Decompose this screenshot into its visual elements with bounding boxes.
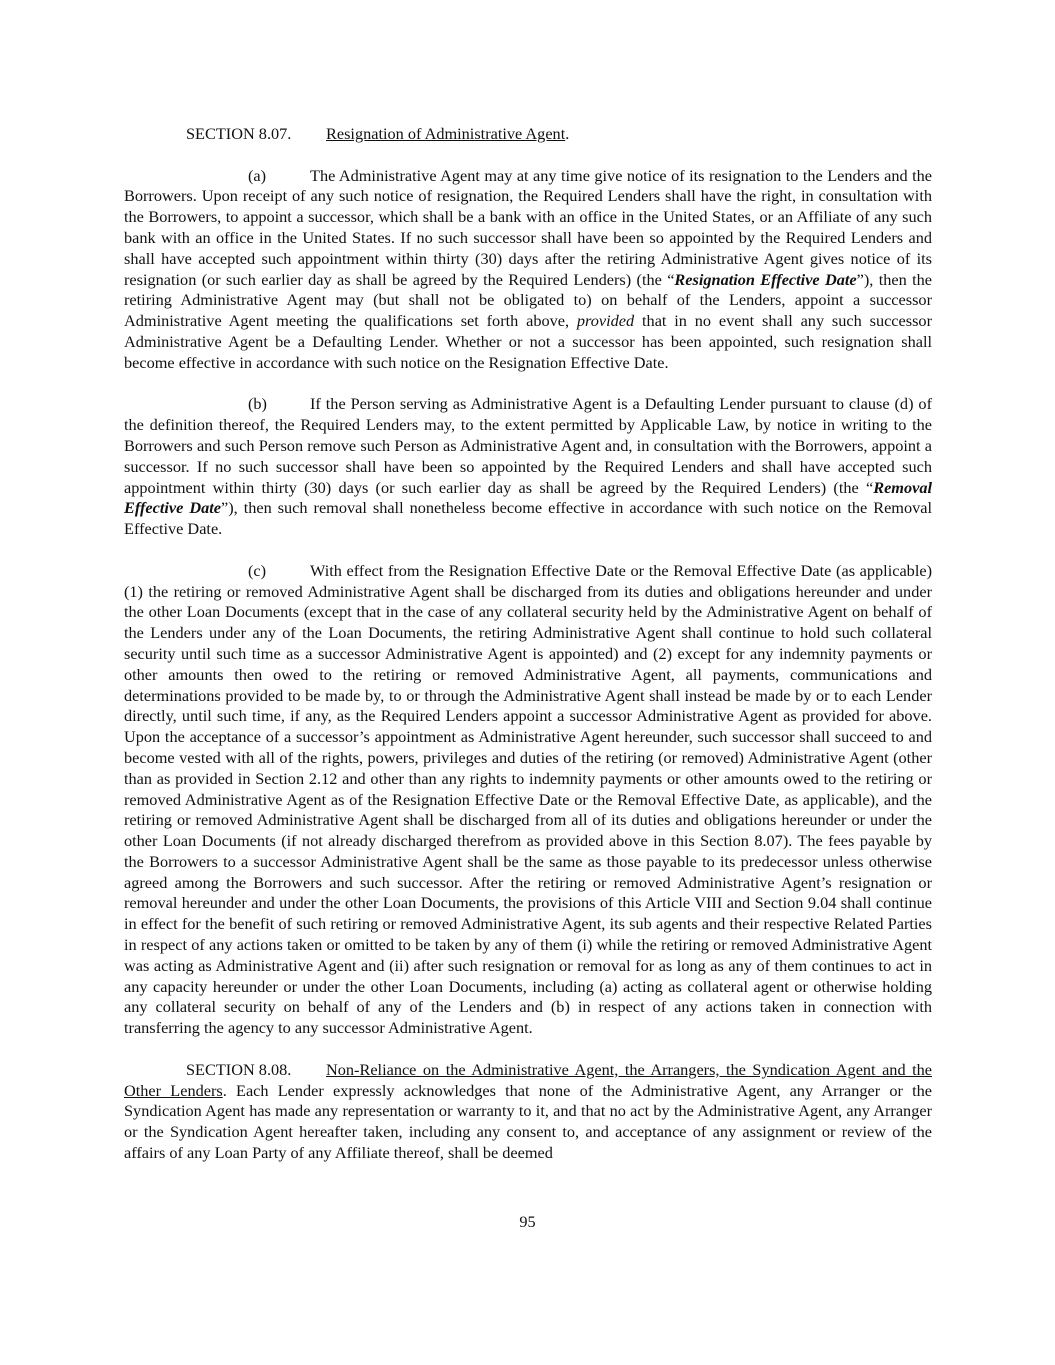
section-808-text: Each Lender expressly acknowledges that none of the Administrative Agent, any Arranger or the Syndication Agent has made any representation or warranty to it, and that no act by the Administrative Agent, any Arranger or the Syndication Agent hereafter taken, including any consent to, and acceptance of any assignment or review of the affairs of any Loan Party of any Affiliate thereof, shall be deemed (124, 1080, 932, 1163)
section-807-number: SECTION 8.07. (186, 124, 292, 143)
section-807-title-end: . (565, 124, 570, 143)
provided-italic: provided (576, 311, 635, 331)
section-808-title-end: . (222, 1080, 227, 1100)
page-number: 95 (519, 1212, 536, 1231)
paragraph-c-text: With effect from the Resignation Effective Date or the Removal Effective Date (as applicable) (1) the retiring or removed Administrative Agent shall be discharged from its duties and obligations hereunder and under the other Loan Documents (except that in the case of any collateral security held by the Administrative Agent on behalf of the Lenders under any of the Loan Documents, the retiring Administrative Agent shall continue to hold such collateral security until such time as a successor Administrative Agent is appointed) and (2) except for any indemnity payments or other amounts then owed to the retiring or removed Administrative Agent, all payments, communications and determinations provided to be made by, to or through the Administrative Agent shall instead be made by or to each Lender directly, until such time, if any, as the Required Lenders appoint a successor Administrative Agent as provided for above. Upon the acceptance of a successor’s appointment as Administrative Agent hereunder, such successor shall succeed to and become vested with all of the rights, powers, privileges and duties of the retiring (or removed) Administrative Agent (other than as provided in Section 2.12 and other than any rights to indemnity payments or other amounts owed to the retiring or removed Administrative Agent as of the Resignation Effective Date or the Removal Effective Date, as applicable), and the retiring or removed Administrative Agent shall be discharged from all of its duties and obligations hereunder or under the other Loan Documents (if not already discharged therefrom as provided above in this Section 8.07). The fees payable by the Borrowers to a successor Administrative Agent shall be the same as those payable to its predecessor unless otherwise agreed among the Borrowers and such successor. After the retiring or removed Administrative Agent’s resignation or removal hereunder and under the other Loan Documents, the provisions of this Article VIII and Section 9.04 shall continue in effect for the benefit of such retiring or removed Administrative Agent, its sub agents and their respective Related Parties in respect of any actions taken or omitted to be taken by any of them (i) while the retiring or removed Administrative Agent was acting as Administrative Agent and (ii) after such resignation or removal for as long as any of them continues to act in any capacity hereunder or under the other Loan Documents, including (a) acting as collateral agent or otherwise holding any collateral security on behalf of any of the Lenders and (b) in respect of any actions taken in connection with transferring the agency to any successor Administrative Agent. (124, 560, 932, 1038)
section-807-heading (124, 124, 932, 145)
section-808-title: Non-Reliance on the Administrative Agent, the Arrangers, the Syndication Agent and the Other Lenders (124, 1059, 932, 1100)
section-808 (124, 1060, 932, 1164)
removal-effective-date-term: Removal Effective Date (124, 477, 932, 518)
document-page (124, 124, 932, 1164)
paragraph-c-label: (c) (248, 560, 267, 580)
paragraph-b-text-2: ”), then such removal shall nonetheless become effective in accordance with such notice on the Removal Effective Date. (124, 498, 932, 539)
paragraph-a-text-3: that in no event shall any such successor Administrative Agent be a Defaulting Lender. Whether or not a successor has been appointed, such resignation shall become effective in accordance with such notice on the Resignation Effective Date. (124, 311, 932, 372)
paragraph-c (124, 561, 932, 1039)
paragraph-a-text-2: ”), then the retiring Administrative Agent may (but shall not be obligated to) on behalf of the Lenders, appoint a successor Administrative Agent meeting the qualifications set forth above, (124, 269, 932, 331)
paragraph-b (124, 394, 932, 540)
paragraph-b-label: (b) (248, 394, 267, 414)
paragraph-a-label: (a) (248, 165, 267, 185)
resignation-effective-date-term: Resignation Effective Date (674, 269, 857, 289)
section-807-title: Resignation of Administrative Agent (326, 124, 566, 143)
paragraph-a (124, 166, 932, 374)
paragraph-a-text-1: The Administrative Agent may at any time give notice of its resignation to the Lenders and the Borrowers. Upon receipt of any such notice of resignation, the Required Lenders shall have the right, in consultation with the Borrowers, to appoint a successor, which shall be a bank with an office in the United States, or an Affiliate of any such bank with an office in the United States. If no such successor shall have been so appointed by the Required Lenders and shall have accepted such appointment within thirty (30) days after the retiring Administrative Agent gives notice of its resignation (or such earlier day as shall be agreed by the Required Lenders) (the “ (124, 165, 932, 289)
paragraph-b-text-1: If the Person serving as Administrative Agent is a Defaulting Lender pursuant to clause (d) of the definition thereof, the Required Lenders may, to the extent permitted by Applicable Law, by notice in writing to the Borrowers and such Person remove such Person as Administrative Agent and, in consultation with the Borrowers, appoint a successor. If no such successor shall have been so appointed by the Required Lenders and shall have accepted such appointment within thirty (30) days (or such earlier day as shall be agreed by the Required Lenders) (the “ (124, 394, 932, 497)
section-808-number: SECTION 8.08. (186, 1059, 292, 1079)
